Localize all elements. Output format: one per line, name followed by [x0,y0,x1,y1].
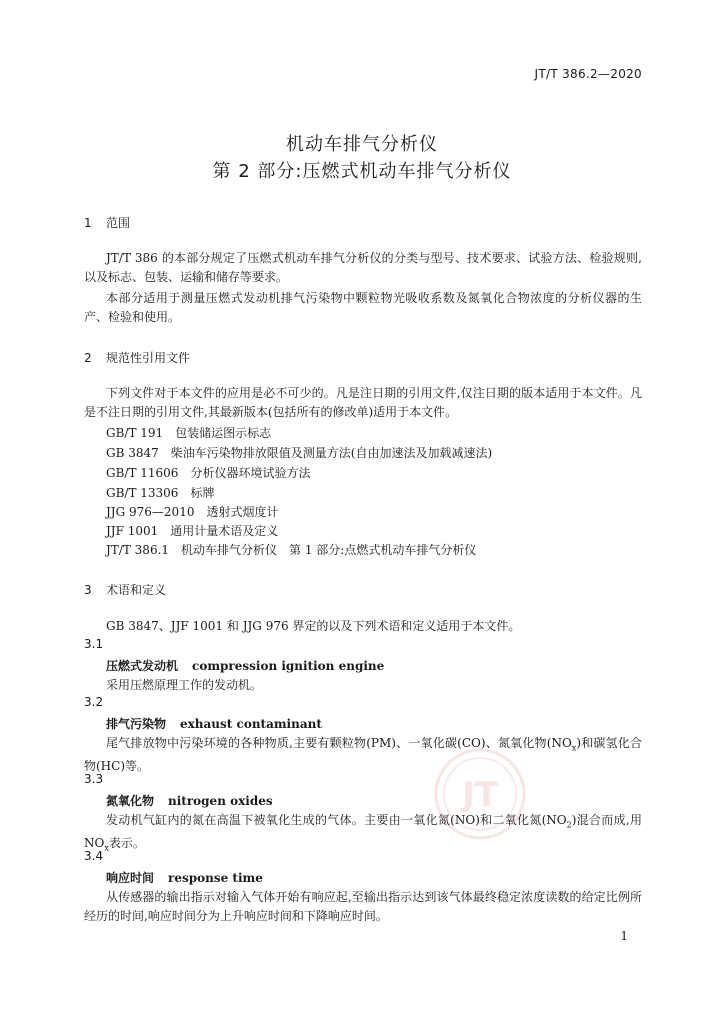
reference-item: JT/T 386.1 机动车排气分析仪 第 1 部分:点燃式机动车排气分析仪 [106,543,477,557]
section-1-heading [84,214,130,231]
term-heading [106,792,273,809]
subscript: x [104,843,109,853]
section-3-paragraph-1: GB 3847、JJF 1001 和 JJG 976 界定的以及下列术语和定义适用于本文件。 [106,619,521,633]
section-number: 3 [84,583,92,597]
term-en: response time [168,871,263,885]
reference-item: JJG 976—2010 透射式烟度计 [106,505,279,519]
term-heading [106,715,322,732]
term-number: 3.4 [84,849,104,863]
watermark-text: JT [462,775,498,815]
jt-seal-watermark [432,746,528,842]
term-en: nitrogen oxides [168,794,273,808]
definition-text: )混合而成,用 NO [84,813,642,851]
definition-text: 尾气排放物中污染环境的各种物质,主要有颗粒物(PM)、一氧化碳(CO)、氮氧化物(NO [106,736,572,750]
reference-item: JJF 1001 通用计量术语及定义 [106,524,279,538]
term-zh: 排气污染物 [106,717,167,731]
definition-text: 表示。 [108,836,145,851]
subscript: 2 [566,820,572,830]
term-definition [84,811,642,858]
section-2-paragraph-1: 下列文件对于本文件的应用是必不可少的。凡是注日期的引用文件,仅注日期的版本适用于本文件。凡是不注日期的引用文件,其最新版本(包括所有的修改单)适用于本文件。 [84,386,642,419]
title-line-2: 第 2 部分:压燃式机动车排气分析仪 [212,161,512,182]
section-3-heading [84,581,166,598]
term-number: 3.1 [84,637,104,651]
term-heading [106,869,263,886]
term-zh: 氮氧化物 [106,794,155,808]
term-zh: 响应时间 [106,871,155,885]
section-title: 术语和定义 [106,583,167,597]
definition-text: )和碳氢化合物(HC)等。 [84,736,643,774]
reference-item: GB/T 11606 分析仪器环境试验方法 [106,466,311,480]
term-zh: 压燃式发动机 [106,659,179,673]
term-en: compression ignition engine [192,659,385,673]
term-number: 3.2 [84,695,104,709]
reference-item: GB 3847 柴油车污染物排放限值及测量方法(自由加速法及加载减速法) [106,446,493,460]
subscript: x [571,743,577,753]
section-title: 范围 [106,216,131,230]
section-1-paragraph-1: JT/T 386 的本部分规定了压燃式机动车排气分析仪的分类与型号、技术要求、试验方法、检验规则,以及标志、包装、运输和储存等要求。 [84,251,642,284]
standard-number: JT/T 386.2—2020 [534,67,642,81]
section-number: 1 [84,216,92,230]
reference-item: GB/T 191 包装储运图示标志 [106,426,272,440]
term-heading [106,657,384,674]
reference-item: GB/T 13306 标牌 [106,486,215,500]
term-en: exhaust contaminant [180,717,322,731]
term-definition: 采用压燃原理工作的发动机。 [106,678,263,692]
term-definition [84,734,642,776]
section-title: 规范性引用文件 [106,351,191,365]
page-number: 1 [620,929,628,943]
term-definition: 从传感器的输出指示对输入气体开始有响应起,至输出指示达到该气体最终稳定浓度读数的给定比例所经历的时间,响应时间分为上升响应时间和下降响应时间。 [84,890,642,923]
section-2-heading [84,349,190,366]
definition-text: 发动机气缸内的氮在高温下被氧化生成的气体。主要由一氧化氮(NO)和二氧化氮(NO [106,813,567,827]
section-number: 2 [84,351,92,365]
title-line-1: 机动车排气分析仪 [286,134,438,155]
section-1-paragraph-2: 本部分适用于测量压燃式发动机排气污染物中颗粒物光吸收系数及氮氧化合物浓度的分析仪器的生产、检验和使用。 [84,291,642,324]
term-number: 3.3 [84,772,104,786]
